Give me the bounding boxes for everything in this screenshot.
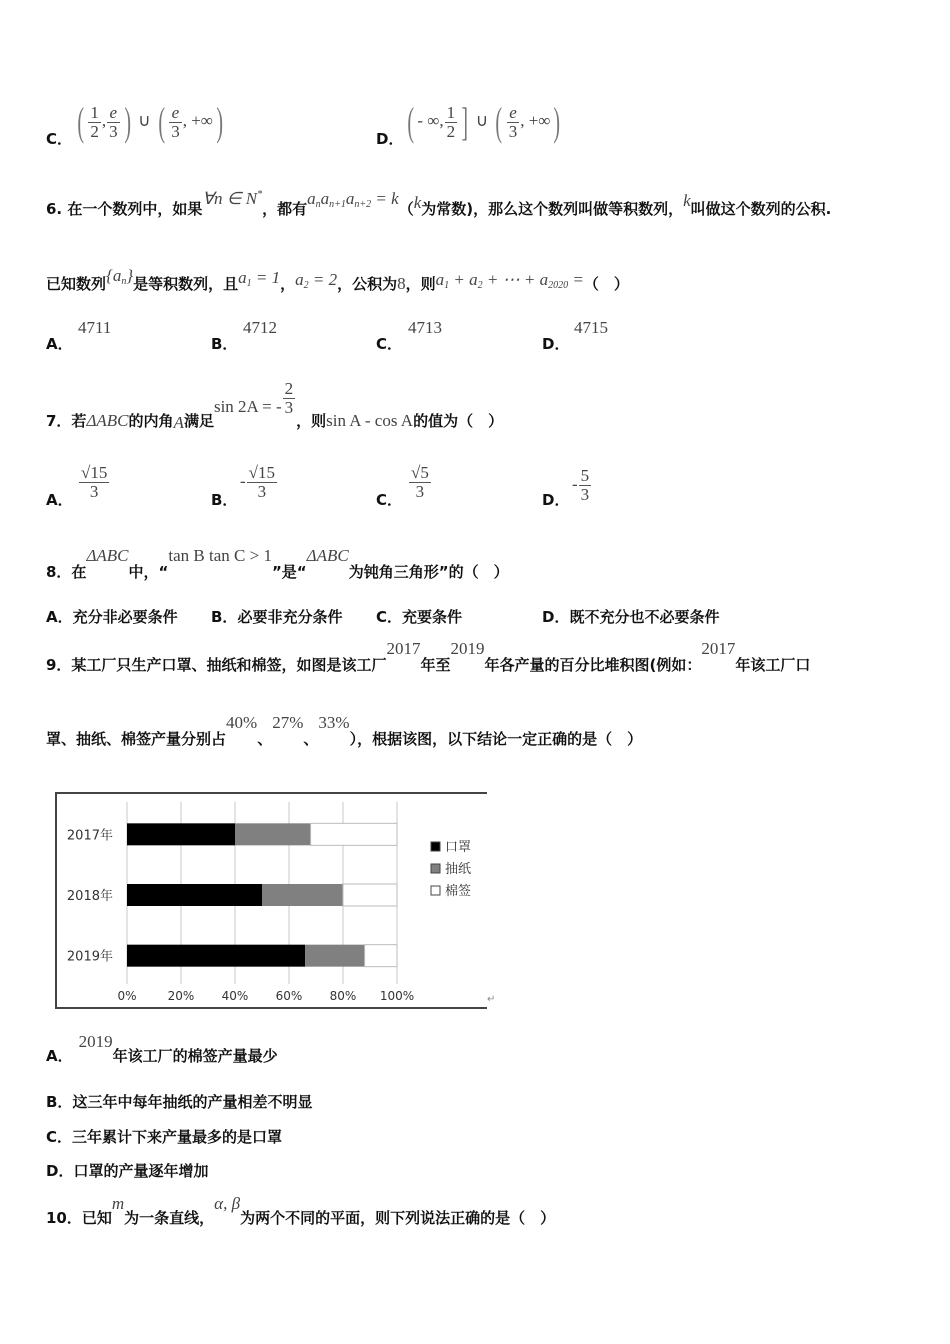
q6-option-c-label: C．: [376, 335, 403, 353]
bar-segment: [262, 884, 343, 906]
stacked-bar-chart: [55, 792, 487, 1009]
bar-segment: [127, 823, 235, 845]
category-label: 2018年: [66, 889, 113, 904]
q8-option-b: B．必要非充分条件: [211, 608, 343, 626]
q9-line2: 罩、抽纸、棉签产量分别占40%、27%、33%），根据该图，以下结论一定正确的是（ ）: [46, 713, 643, 748]
q9-option-a: A．2019年该工厂的棉签产量最少: [46, 1032, 278, 1065]
q6-option-d-label: D．: [542, 335, 570, 353]
q8-option-d: D．既不充分也不必要条件: [542, 608, 720, 626]
q10-stem: 10．已知m为一条直线，α, β为两个不同的平面，则下列说法正确的是（ ）: [46, 1194, 556, 1227]
bar-segment: [305, 945, 364, 967]
q7-option-c-label: C．: [376, 491, 403, 509]
q5-option-c-label: C．: [46, 130, 73, 148]
x-tick-label: 40%: [221, 989, 249, 1003]
bar-segment: [127, 884, 262, 906]
bar-segment: [365, 945, 397, 967]
bar-segment: [343, 884, 397, 906]
q7-option-c-value: $\frac{√5}{3}$: [411, 463, 429, 501]
x-tick-label: 60%: [275, 989, 303, 1003]
q5-option-c-expr: ( $\frac{1}{2}$ , $\frac{e}{3}$ ) ∪ ( $\frac{e}{3}$ , +∞): [77, 99, 223, 144]
q6-line1: 6. 在一个数列中，如果∀n ∈ N*，都有$a_na_{n+1}a_{n+2} = k(k$为常数)，那么这个数列叫做等积数列，k叫做这个数列的公积.: [46, 189, 832, 218]
q8-stem: 8．在ΔABC中，“tan B tan C > 1”是“ΔABC为钝角三角形”的（ ）: [46, 546, 509, 581]
q7-stem: 7．若ΔABC的内角A满足sin 2A = - $\frac{2}{3}$ ，则sin A - cos A的值为（ ）: [46, 379, 504, 433]
q9-option-b: B．这三年中每年抽纸的产量相差不明显: [46, 1093, 313, 1111]
x-tick-label: 20%: [167, 989, 195, 1003]
q9-option-d: D．口罩的产量逐年增加: [46, 1162, 209, 1180]
bar-segment: [311, 823, 397, 845]
chart-svg: [57, 794, 487, 1007]
q7-option-b-value: - $\frac{√15}{3}$: [240, 463, 276, 501]
q6-option-d-value: 4715: [574, 318, 608, 337]
q7-option-a-label: A．: [46, 491, 73, 509]
category-label: 2019年: [66, 949, 113, 965]
q6-option-a-value: 4711: [78, 318, 112, 337]
legend-label: 棉签: [445, 884, 472, 899]
q5-option-d-label: D．: [376, 130, 404, 148]
legend-label: 口罩: [445, 840, 472, 855]
q7-option-a-value: $\frac{√15}{3}$: [81, 463, 108, 501]
q6-option-a-label: A．: [46, 335, 73, 353]
q6-option-c-value: 4713: [408, 318, 442, 337]
q7-option-b-label: B．: [211, 491, 238, 509]
q8-option-c: C．充要条件: [376, 608, 463, 626]
q5-option-d-expr: ( - ∞, $\frac{1}{2}$ ] ∪ ( $\frac{e}{3}$ , +∞): [407, 99, 561, 144]
x-tick-label: 100%: [379, 989, 415, 1003]
bar-segment: [235, 823, 311, 845]
q7-option-d-label: D．: [542, 491, 570, 509]
legend-swatch: [431, 864, 440, 873]
legend-swatch: [431, 886, 440, 895]
legend-swatch: [431, 842, 440, 851]
q6-line2: 已知数列$\{a_n\}$是等积数列，且$a_1 = 1$，$a_2 = 2$，公积为8，则$a_1 + a_2$ + ⋯ + $a_{2020}$ =（ ）: [46, 266, 629, 293]
x-tick-label: 80%: [329, 989, 357, 1003]
q9-line1: 9．某工厂只生产口罩、抽纸和棉签，如图是该工厂2017年至2019年各产量的百分比堆积图(例如：2017年该工厂口: [46, 639, 811, 674]
category-label: 2017年: [66, 828, 113, 844]
q8-option-a: A．充分非必要条件: [46, 608, 178, 626]
return-mark: ↵: [487, 994, 496, 1005]
x-tick-label: 0%: [117, 989, 137, 1003]
legend-label: 抽纸: [445, 862, 472, 877]
q9-option-c: C．三年累计下来产量最多的是口罩: [46, 1128, 283, 1146]
q7-option-d-value: - $\frac{5}{3}$: [572, 466, 590, 504]
q6-option-b-value: 4712: [243, 318, 277, 337]
bar-segment: [127, 945, 305, 967]
q6-option-b-label: B．: [211, 335, 238, 353]
